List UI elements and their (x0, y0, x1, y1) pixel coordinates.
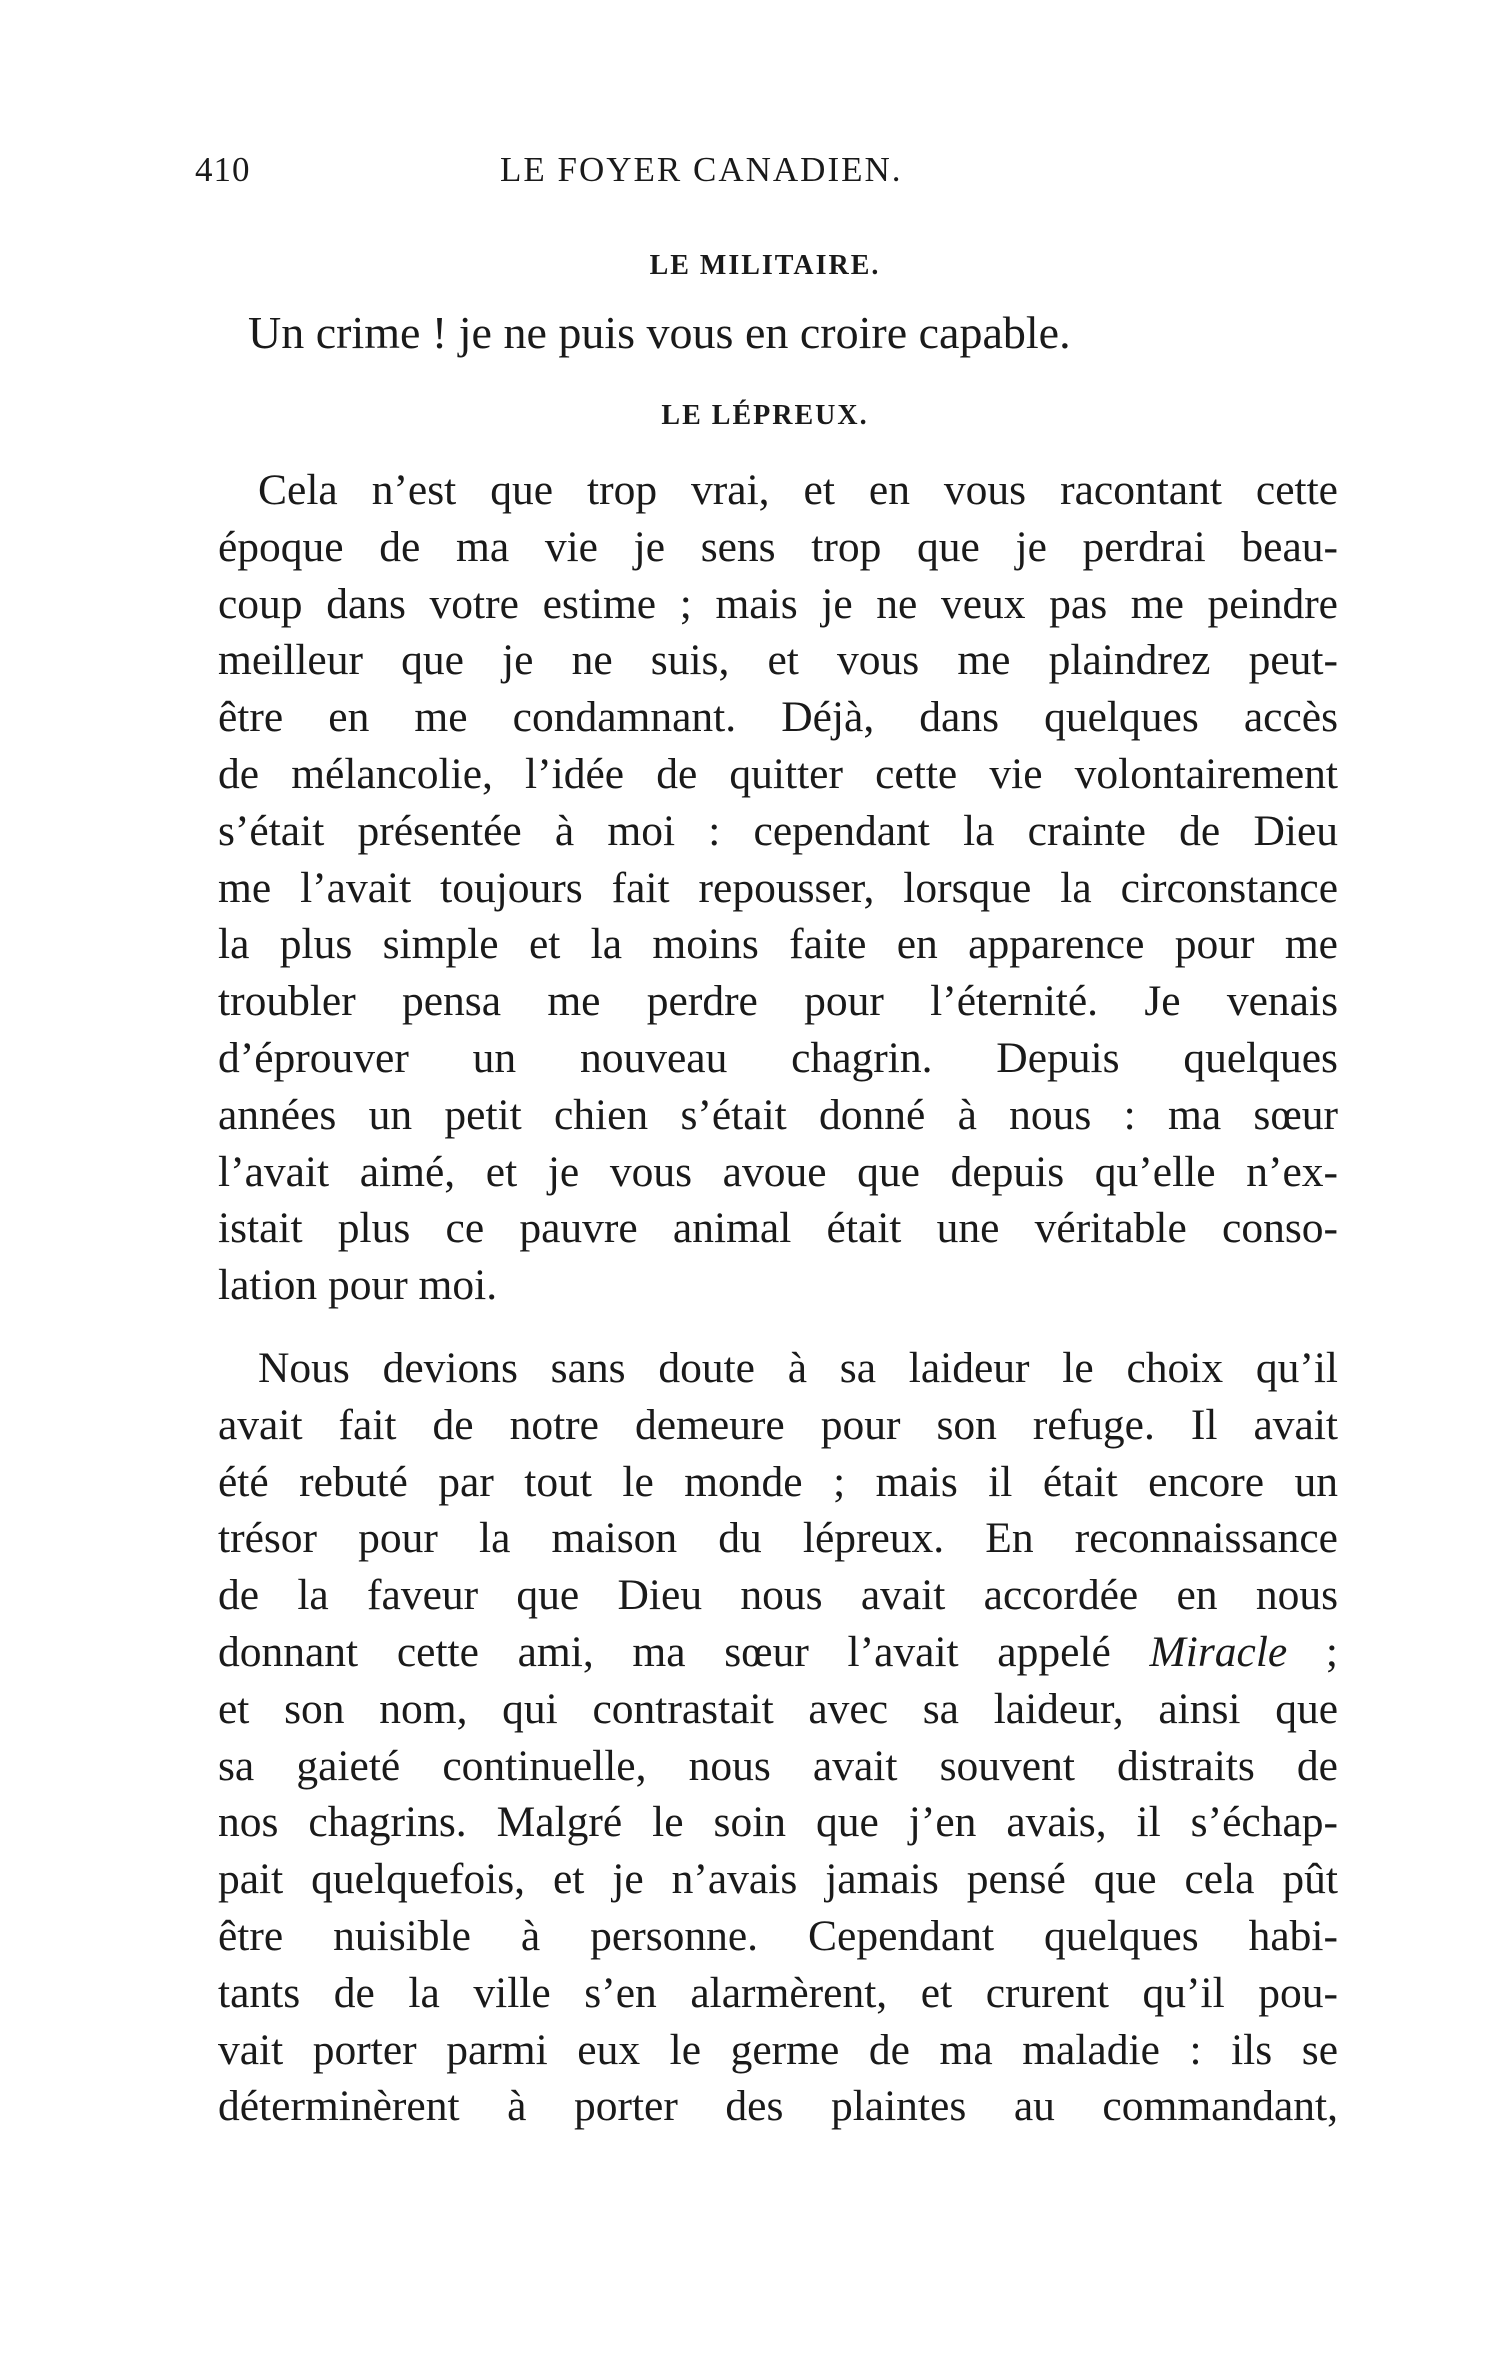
paragraph-line: nos chagrins. Malgré le soin que j’en avais, il s’échap- (218, 1798, 1338, 1847)
paragraph-line: avait fait de notre demeure pour son refuge. Il avait (218, 1400, 1338, 1449)
paragraph-line: été rebuté par tout le monde ; mais il était encore un (218, 1457, 1338, 1506)
paragraph-line: de la faveur que Dieu nous avait accordée en nous (218, 1571, 1338, 1620)
dog-name-punctuation: ; (1287, 1627, 1339, 1676)
paragraph-line: troubler pensa me perdre pour l’éternité. Je venais (218, 977, 1338, 1026)
dog-name: Miracle (1149, 1627, 1288, 1676)
paragraph-line: et son nom, qui contrastait avec sa laideur, ainsi que (218, 1684, 1338, 1733)
running-header (195, 150, 1355, 200)
paragraph-line: la plus simple et la moins faite en apparence pour me (218, 920, 1338, 969)
page-number: 410 (195, 150, 251, 189)
paragraph-line: l’avait aimé, et je vous avoue que depuis qu’elle n’ex- (218, 1147, 1338, 1196)
paragraph-line: Nous devions sans doute à sa laideur le choix qu’il (258, 1344, 1338, 1392)
running-title: LE FOYER CANADIEN. (500, 150, 903, 189)
paragraph-line: époque de ma vie je sens trop que je perdrai beau- (218, 522, 1338, 571)
paragraph-line: s’était présentée à moi : cependant la crainte de Dieu (218, 806, 1338, 855)
paragraph-line: trésor pour la maison du lépreux. En reconnaissance (218, 1514, 1338, 1563)
paragraph-2 (218, 1340, 1338, 2135)
paragraph-line: vait porter parmi eux le germe de ma maladie : ils se (218, 2025, 1338, 2074)
paragraph-line: de mélancolie, l’idée de quitter cette vie volontairement (218, 749, 1338, 798)
paragraph-line: meilleur que je ne suis, et vous me plaindrez peut- (218, 636, 1338, 685)
paragraph-line: années un petit chien s’était donné à nous : ma sœur (218, 1090, 1338, 1139)
militaire-speech: Un crime ! je ne puis vous en croire capable. (248, 307, 1071, 358)
paragraph-line: lation pour moi. (218, 1261, 498, 1310)
paragraph-line: donnant cette ami, ma sœur l’avait appelé (218, 1627, 1111, 1676)
paragraph-line: d’éprouver un nouveau chagrin. Depuis quelques (218, 1033, 1338, 1082)
paragraph-line: tants de la ville s’en alarmèrent, et crurent qu’il pou- (218, 1968, 1338, 2017)
paragraph-line: istait plus ce pauvre animal était une véritable conso- (218, 1204, 1338, 1253)
paragraph-line: sa gaieté continuelle, nous avait souvent distraits de (218, 1741, 1338, 1790)
speaker-label-lepreux: LE LÉPREUX. (661, 400, 869, 431)
paragraph-line: être nuisible à personne. Cependant quelques habi- (218, 1911, 1338, 1960)
paragraph-line: être en me condamnant. Déjà, dans quelques accès (218, 693, 1338, 742)
speaker-label-militaire: LE MILITAIRE. (649, 250, 881, 281)
paragraph-line-with-name (218, 1624, 1338, 1681)
paragraph-line: Cela n’est que trop vrai, et en vous racontant cette (258, 466, 1338, 514)
paragraph-1 (218, 462, 1338, 1314)
paragraph-line: me l’avait toujours fait repousser, lorsque la circonstance (218, 863, 1338, 912)
paragraph-line: déterminèrent à porter des plaintes au commandant, (218, 2082, 1338, 2131)
paragraph-line: coup dans votre estime ; mais je ne veux pas me peindre (218, 579, 1338, 628)
paragraph-line: pait quelquefois, et je n’avais jamais pensé que cela pût (218, 1855, 1338, 1904)
